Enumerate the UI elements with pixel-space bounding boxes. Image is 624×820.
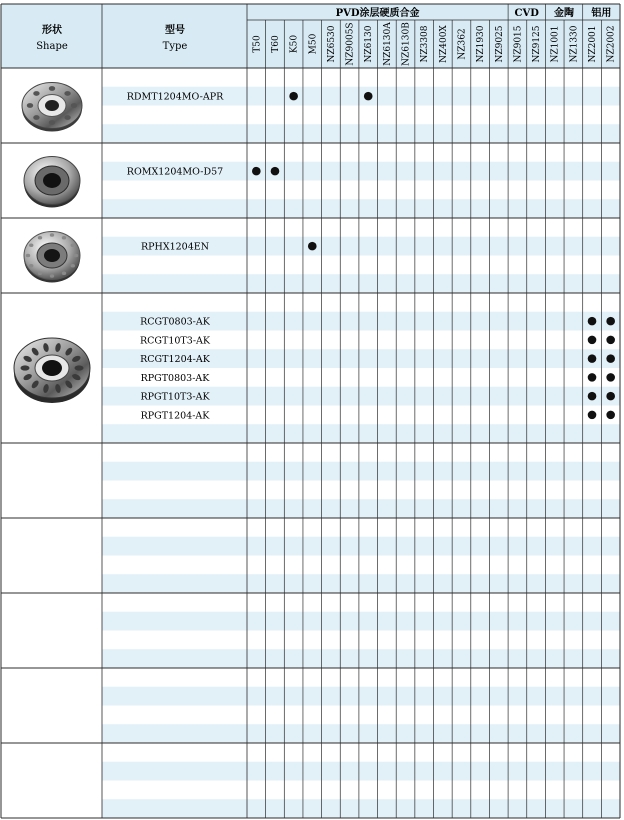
type-label: RPGT10T3-AK: [140, 391, 210, 403]
grade-group-label: CVD: [514, 8, 539, 19]
grade-column-label: NZ9125: [532, 25, 543, 63]
grade-column-label: M50: [308, 33, 319, 55]
header-type-cn: 型号: [165, 25, 185, 36]
rdmt-insert-image: [22, 83, 82, 132]
edge-notch: [33, 115, 39, 120]
grade-mark-dot: [588, 354, 597, 363]
edge-notch: [49, 120, 55, 125]
grade-mark-dot: [308, 242, 317, 251]
grade-column-label: NZ400X: [438, 25, 449, 63]
grade-column-label: T60: [270, 35, 281, 53]
insert-shapes: [14, 83, 90, 404]
grade-column-label: NZ1001: [550, 25, 561, 63]
edge-scallop: [26, 254, 30, 258]
grade-column-label: NZ9025: [494, 25, 505, 63]
edge-notch: [64, 115, 70, 120]
grade-column-label: NZ6130A: [382, 22, 393, 66]
grade-mark-dot: [588, 336, 597, 345]
grade-column-label: NZ2002: [606, 25, 617, 63]
type-label: RCGT10T3-AK: [140, 335, 210, 347]
edge-scallop: [50, 233, 54, 237]
grade-column-label: NZ9015: [513, 25, 524, 63]
edge-scallop: [71, 264, 75, 268]
type-label: RDMT1204MO-APR: [126, 91, 224, 103]
type-label: RPGT0803-AK: [140, 372, 210, 384]
grade-column-label: NZ1330: [569, 25, 580, 63]
grade-mark-dot: [606, 354, 615, 363]
rcgt-insert-image: [14, 338, 90, 403]
romx-insert-image: [24, 157, 80, 208]
edge-scallop: [38, 271, 42, 275]
grade-group-label: 铝用: [591, 8, 612, 19]
grade-mark-dot: [289, 92, 298, 101]
grade-column-label: K50: [289, 34, 300, 54]
grade-column-label: NZ2001: [588, 25, 599, 63]
header-shape-en: Shape: [36, 41, 68, 52]
center-hole: [45, 100, 59, 111]
row-stripe: [102, 499, 620, 518]
edge-notch: [33, 91, 39, 96]
grade-group-label: PVD涂层硬质合金: [335, 8, 420, 19]
grade-mark-dot: [606, 392, 615, 401]
edge-notch: [64, 91, 70, 96]
row-stripe: [102, 574, 620, 593]
row-stripe: [102, 274, 620, 293]
row-stripe: [102, 799, 620, 818]
edge-scallop: [38, 236, 42, 240]
center-hole: [44, 249, 60, 262]
edge-scallop: [74, 254, 78, 258]
grade-mark-dot: [364, 92, 373, 101]
type-label: RCGT0803-AK: [140, 316, 210, 328]
grade-group-label: 金陶: [554, 8, 575, 19]
grade-mark-dot: [588, 373, 597, 382]
grade-mark-dot: [252, 167, 261, 176]
row-stripe: [102, 687, 620, 706]
edge-notch: [27, 103, 33, 108]
grade-column-label: NZ1930: [476, 25, 487, 63]
grade-column-label: NZ6130B: [401, 22, 412, 66]
edge-notch: [49, 86, 55, 91]
rphx-insert-image: [24, 232, 80, 283]
grade-mark-dot: [606, 336, 615, 345]
center-hole: [43, 173, 61, 188]
row-stripe: [102, 462, 620, 481]
grade-column-label: NZ362: [457, 28, 468, 60]
type-label: RPHX1204EN: [140, 241, 210, 253]
row-stripe: [102, 199, 620, 218]
grade-mark-dot: [606, 317, 615, 326]
grade-column-label: NZ9005S: [345, 22, 356, 66]
edge-scallop: [29, 243, 33, 247]
header-type-en: Type: [162, 41, 188, 52]
grade-mark-dot: [271, 167, 280, 176]
row-stripe: [102, 649, 620, 668]
grade-mark-dot: [588, 411, 597, 420]
row-stripe: [102, 724, 620, 743]
row-stripe: [102, 124, 620, 143]
type-label: RCGT1204-AK: [140, 354, 210, 366]
row-stripes: [102, 87, 620, 818]
grade-column-label: T50: [252, 35, 263, 53]
edge-scallop: [62, 236, 66, 240]
grade-mark-dot: [588, 317, 597, 326]
chip-groove: [21, 365, 30, 370]
row-stripe: [102, 537, 620, 556]
grade-mark-dot: [606, 373, 615, 382]
edge-scallop: [71, 243, 75, 247]
edge-notch: [71, 103, 77, 108]
grade-mark-dot: [606, 411, 615, 420]
edge-scallop: [29, 264, 33, 268]
row-stripe: [102, 612, 620, 631]
chip-groove: [75, 365, 84, 370]
grade-column-label: NZ6530: [326, 25, 337, 63]
type-label: RPGT1204-AK: [140, 410, 210, 422]
header-shape-cn: 形状: [42, 25, 62, 36]
row-stripe: [102, 762, 620, 781]
type-label: ROMX1204MO-D57: [126, 166, 224, 178]
center-hole: [42, 360, 62, 376]
grade-column-label: NZ3308: [420, 25, 431, 63]
row-stripe: [102, 424, 620, 443]
grade-mark-dot: [588, 392, 597, 401]
edge-scallop: [50, 274, 54, 278]
edge-scallop: [62, 271, 66, 275]
grade-column-label: NZ6130: [364, 25, 375, 63]
